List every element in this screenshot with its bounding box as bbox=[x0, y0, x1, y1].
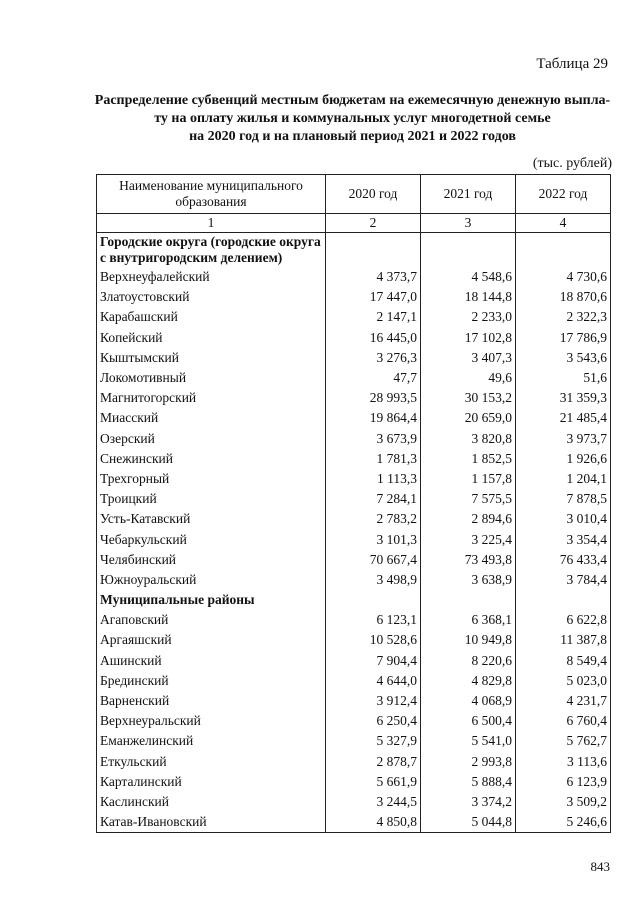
header-colnum-2: 2 bbox=[326, 214, 421, 233]
value-2022: 2 322,3 bbox=[516, 307, 611, 327]
value-2022: 3 010,4 bbox=[516, 509, 611, 529]
municipality-name: Брединский bbox=[97, 671, 326, 691]
header-year-2020: 2020 год bbox=[326, 175, 421, 214]
municipality-name: Магнитогорский bbox=[97, 388, 326, 408]
value-2020: 6 123,1 bbox=[326, 610, 421, 630]
municipality-name: Варненский bbox=[97, 691, 326, 711]
value-2021: 49,6 bbox=[421, 368, 516, 388]
value-2020: 19 864,4 bbox=[326, 408, 421, 428]
value-2021: 4 548,6 bbox=[421, 267, 516, 287]
value-2020: 7 904,4 bbox=[326, 651, 421, 671]
value-2022: 1 926,6 bbox=[516, 449, 611, 469]
value-2021: 18 144,8 bbox=[421, 287, 516, 307]
value-2020: 6 250,4 bbox=[326, 711, 421, 731]
value-2021: 4 829,8 bbox=[421, 671, 516, 691]
value-2022: 3 509,2 bbox=[516, 792, 611, 812]
municipality-name: Карабашский bbox=[97, 307, 326, 327]
municipality-name: Катав-Ивановский bbox=[97, 812, 326, 833]
value-2022: 3 354,4 bbox=[516, 529, 611, 549]
value-2021: 3 638,9 bbox=[421, 570, 516, 590]
municipality-name: Копейский bbox=[97, 328, 326, 348]
value-2021: 6 500,4 bbox=[421, 711, 516, 731]
header-colnum-4: 4 bbox=[516, 214, 611, 233]
value-2020: 70 667,4 bbox=[326, 550, 421, 570]
municipality-name: Троицкий bbox=[97, 489, 326, 509]
value-2020: 1 113,3 bbox=[326, 469, 421, 489]
municipality-name: Усть-Катавский bbox=[97, 509, 326, 529]
title-line-1: Распределение субвенций местным бюджетам на ежемесячную денежную выпла- bbox=[94, 93, 611, 108]
table-row bbox=[97, 449, 611, 469]
value-2022: 1 204,1 bbox=[516, 469, 611, 489]
value-2020: 4 850,8 bbox=[326, 812, 421, 833]
value-2022: 21 485,4 bbox=[516, 408, 611, 428]
municipality-name: Снежинский bbox=[97, 449, 326, 469]
value-2021: 20 659,0 bbox=[421, 408, 516, 428]
value-2020: 2 147,1 bbox=[326, 307, 421, 327]
table-row bbox=[97, 388, 611, 408]
municipality-name: Локомотивный bbox=[97, 368, 326, 388]
value-2021: 3 407,3 bbox=[421, 348, 516, 368]
municipality-name: Верхнеуфалейский bbox=[97, 267, 326, 287]
table-row bbox=[97, 711, 611, 731]
value-2021: 3 820,8 bbox=[421, 429, 516, 449]
value-2022: 4 231,7 bbox=[516, 691, 611, 711]
municipality-name: Каслинский bbox=[97, 792, 326, 812]
value-2020: 7 284,1 bbox=[326, 489, 421, 509]
value-2021: 3 225,4 bbox=[421, 529, 516, 549]
table-row bbox=[97, 368, 611, 388]
value-2022: 4 730,6 bbox=[516, 267, 611, 287]
value-2020: 1 781,3 bbox=[326, 449, 421, 469]
value-2021: 2 233,0 bbox=[421, 307, 516, 327]
table-row bbox=[97, 469, 611, 489]
value-2020: 4 373,7 bbox=[326, 267, 421, 287]
empty-cell bbox=[421, 590, 516, 610]
table-row bbox=[97, 550, 611, 570]
value-2022: 51,6 bbox=[516, 368, 611, 388]
title-line-2: ту на оплату жилья и коммунальных услуг многодетной семье bbox=[154, 111, 551, 126]
empty-cell bbox=[516, 233, 611, 268]
value-2021: 73 493,8 bbox=[421, 550, 516, 570]
value-2022: 76 433,4 bbox=[516, 550, 611, 570]
table-row bbox=[97, 610, 611, 630]
value-2022: 3 784,4 bbox=[516, 570, 611, 590]
table-row bbox=[97, 509, 611, 529]
value-2022: 3 973,7 bbox=[516, 429, 611, 449]
municipality-name: Миасский bbox=[97, 408, 326, 428]
value-2020: 47,7 bbox=[326, 368, 421, 388]
table-row bbox=[97, 348, 611, 368]
header-name: Наименование муниципального образования bbox=[97, 175, 326, 214]
value-2020: 3 101,3 bbox=[326, 529, 421, 549]
value-2021: 2 993,8 bbox=[421, 752, 516, 772]
value-2021: 7 575,5 bbox=[421, 489, 516, 509]
section-title: Муниципальные районы bbox=[97, 590, 326, 610]
empty-cell bbox=[421, 233, 516, 268]
value-2021: 3 374,2 bbox=[421, 792, 516, 812]
value-2022: 7 878,5 bbox=[516, 489, 611, 509]
table-row bbox=[97, 267, 611, 287]
value-2021: 1 852,5 bbox=[421, 449, 516, 469]
value-2020: 3 244,5 bbox=[326, 792, 421, 812]
value-2020: 3 673,9 bbox=[326, 429, 421, 449]
value-2022: 5 762,7 bbox=[516, 731, 611, 751]
value-2020: 5 327,9 bbox=[326, 731, 421, 751]
value-2021: 17 102,8 bbox=[421, 328, 516, 348]
value-2020: 17 447,0 bbox=[326, 287, 421, 307]
table-row bbox=[97, 671, 611, 691]
municipality-name: Златоустовский bbox=[97, 287, 326, 307]
table-row bbox=[97, 691, 611, 711]
value-2021: 4 068,9 bbox=[421, 691, 516, 711]
municipality-name: Ашинский bbox=[97, 651, 326, 671]
municipality-name: Верхнеуральский bbox=[97, 711, 326, 731]
value-2022: 31 359,3 bbox=[516, 388, 611, 408]
table-row bbox=[97, 429, 611, 449]
table-row bbox=[97, 812, 611, 833]
municipality-name: Челябинский bbox=[97, 550, 326, 570]
value-2022: 18 870,6 bbox=[516, 287, 611, 307]
municipality-name: Кыштымский bbox=[97, 348, 326, 368]
value-2020: 2 783,2 bbox=[326, 509, 421, 529]
value-2022: 8 549,4 bbox=[516, 651, 611, 671]
municipality-name: Агаповский bbox=[97, 610, 326, 630]
value-2021: 10 949,8 bbox=[421, 630, 516, 650]
table-row bbox=[97, 529, 611, 549]
value-2020: 16 445,0 bbox=[326, 328, 421, 348]
table-row bbox=[97, 792, 611, 812]
table-row bbox=[97, 408, 611, 428]
value-2022: 6 760,4 bbox=[516, 711, 611, 731]
municipality-name: Южноуральский bbox=[97, 570, 326, 590]
table-body bbox=[97, 233, 611, 833]
value-2020: 3 276,3 bbox=[326, 348, 421, 368]
value-2020: 10 528,6 bbox=[326, 630, 421, 650]
value-2022: 3 543,6 bbox=[516, 348, 611, 368]
header-year-2022: 2022 год bbox=[516, 175, 611, 214]
value-2021: 5 541,0 bbox=[421, 731, 516, 751]
value-2022: 17 786,9 bbox=[516, 328, 611, 348]
table-row bbox=[97, 489, 611, 509]
header-colnum-3: 3 bbox=[421, 214, 516, 233]
table-row bbox=[97, 307, 611, 327]
municipality-name: Озерский bbox=[97, 429, 326, 449]
table-row bbox=[97, 752, 611, 772]
value-2022: 5 246,6 bbox=[516, 812, 611, 833]
section-header-row bbox=[97, 233, 611, 268]
empty-cell bbox=[326, 233, 421, 268]
value-2021: 1 157,8 bbox=[421, 469, 516, 489]
municipality-name: Аргаяшский bbox=[97, 630, 326, 650]
value-2020: 3 498,9 bbox=[326, 570, 421, 590]
title-line-3: на 2020 год и на плановый период 2021 и 2022 годов bbox=[189, 129, 516, 144]
table-title bbox=[90, 92, 615, 146]
table-row bbox=[97, 570, 611, 590]
municipality-name: Карталинский bbox=[97, 772, 326, 792]
value-2022: 6 123,9 bbox=[516, 772, 611, 792]
municipality-name: Чебаркульский bbox=[97, 529, 326, 549]
subsidy-table bbox=[96, 174, 611, 833]
value-2022: 3 113,6 bbox=[516, 752, 611, 772]
units-label: (тыс. рублей) bbox=[532, 156, 612, 171]
table-row bbox=[97, 630, 611, 650]
value-2021: 6 368,1 bbox=[421, 610, 516, 630]
value-2021: 2 894,6 bbox=[421, 509, 516, 529]
value-2020: 5 661,9 bbox=[326, 772, 421, 792]
table-row bbox=[97, 772, 611, 792]
value-2020: 3 912,4 bbox=[326, 691, 421, 711]
value-2022: 5 023,0 bbox=[516, 671, 611, 691]
header-colnum-1: 1 bbox=[97, 214, 326, 233]
header-year-2021: 2021 год bbox=[421, 175, 516, 214]
section-header-row bbox=[97, 590, 611, 610]
value-2021: 30 153,2 bbox=[421, 388, 516, 408]
value-2021: 5 044,8 bbox=[421, 812, 516, 833]
table-row bbox=[97, 651, 611, 671]
value-2022: 11 387,8 bbox=[516, 630, 611, 650]
section-title: Городские округа (городские округа с внутригородским делением) bbox=[97, 233, 326, 268]
value-2020: 4 644,0 bbox=[326, 671, 421, 691]
municipality-name: Еткульский bbox=[97, 752, 326, 772]
page-number: 843 bbox=[590, 859, 610, 874]
table-row bbox=[97, 328, 611, 348]
municipality-name: Трехгорный bbox=[97, 469, 326, 489]
table-row bbox=[97, 731, 611, 751]
value-2020: 2 878,7 bbox=[326, 752, 421, 772]
table-row bbox=[97, 287, 611, 307]
value-2020: 28 993,5 bbox=[326, 388, 421, 408]
municipality-name: Еманжелинский bbox=[97, 731, 326, 751]
value-2021: 5 888,4 bbox=[421, 772, 516, 792]
empty-cell bbox=[516, 590, 611, 610]
value-2022: 6 622,8 bbox=[516, 610, 611, 630]
table-label: Таблица 29 bbox=[536, 56, 608, 72]
value-2021: 8 220,6 bbox=[421, 651, 516, 671]
empty-cell bbox=[326, 590, 421, 610]
